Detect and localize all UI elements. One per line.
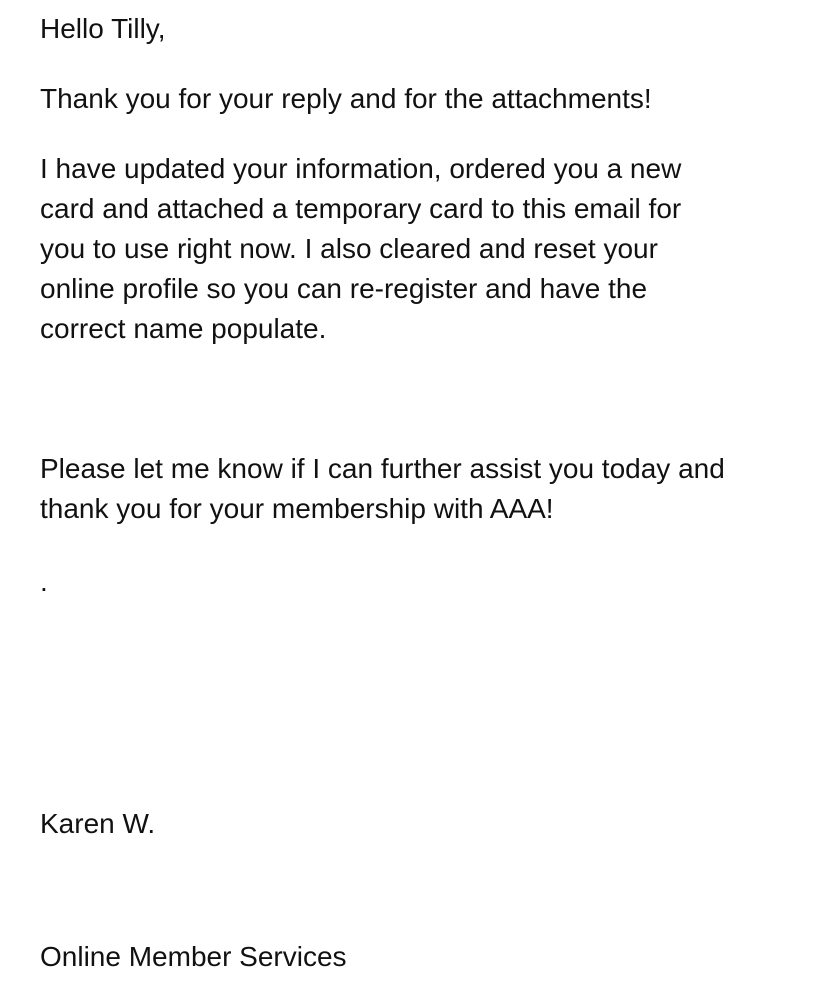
signature-department: Online Member Services (40, 941, 347, 972)
update-paragraph-line: card and attached a temporary card to this email for (40, 193, 682, 224)
closing-paragraph-line: thank you for your membership with AAA! (40, 493, 554, 524)
update-paragraph-line: online profile so you can re-register and have the (40, 273, 648, 304)
signature-name: Karen W. (40, 808, 156, 839)
greeting: Hello Tilly, (40, 13, 166, 44)
thanks-paragraph: Thank you for your reply and for the attachments! (40, 83, 652, 114)
closing-paragraph-line: Please let me know if I can further assist you today and (40, 453, 725, 484)
update-paragraph-line: correct name populate. (40, 313, 327, 344)
update-paragraph-line: you to use right now. I also cleared and reset your (40, 233, 658, 264)
stray-dot: . (40, 566, 48, 597)
update-paragraph-line: I have updated your information, ordered you a new (40, 153, 682, 184)
